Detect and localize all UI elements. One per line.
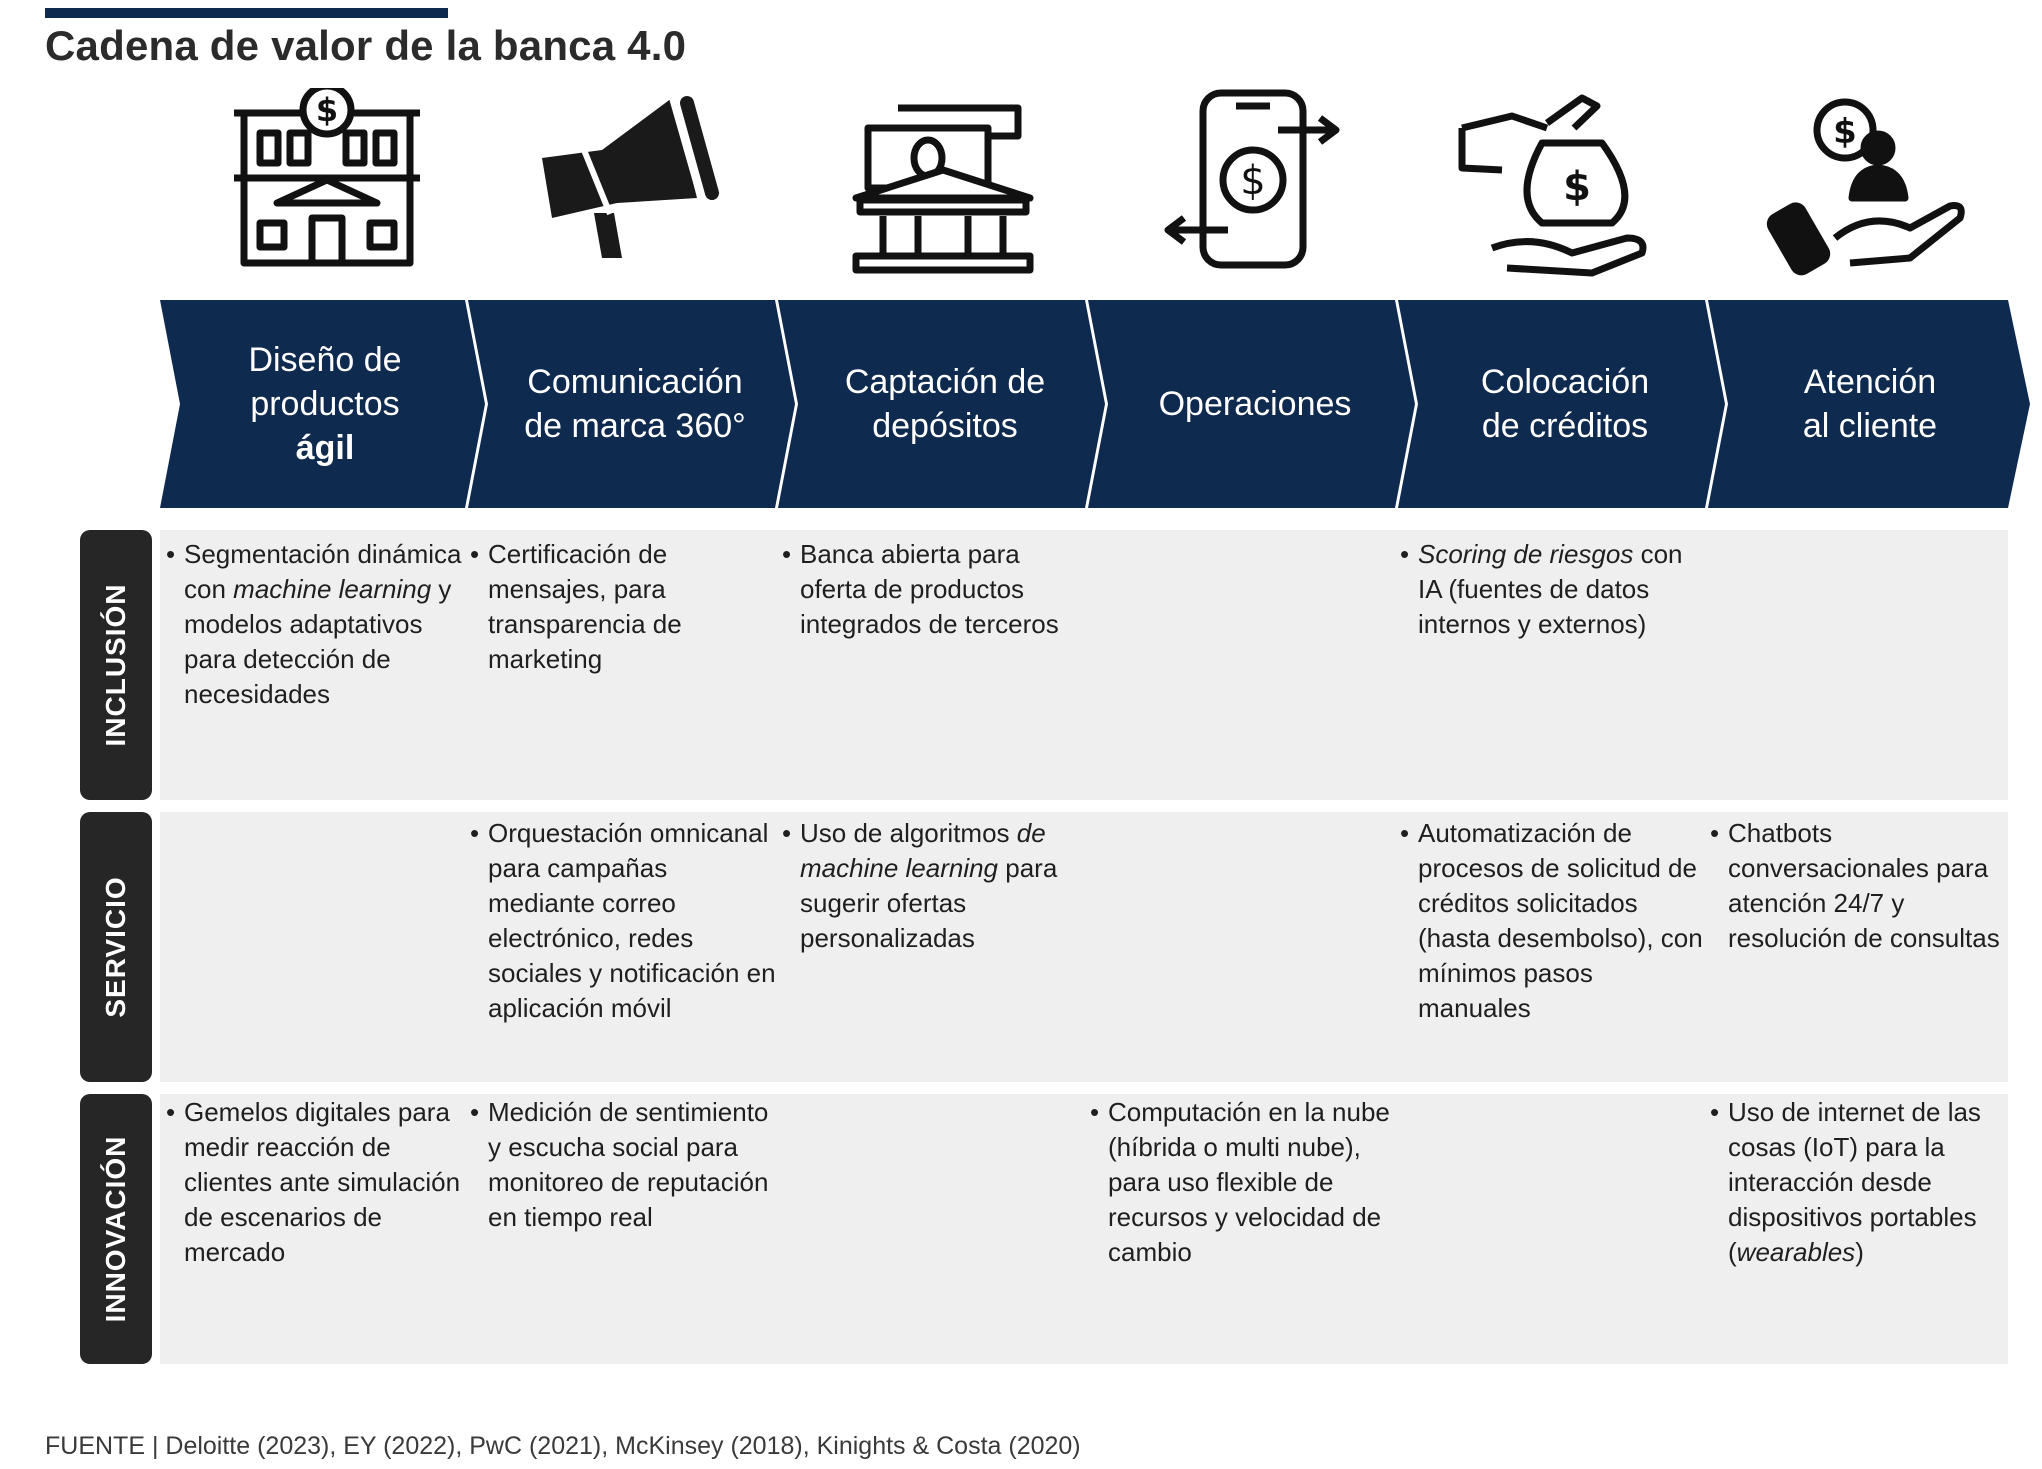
cell-text-italic: wearables xyxy=(1736,1237,1856,1267)
row-label-servicio xyxy=(80,812,152,1082)
cell-inclusion-diseno xyxy=(166,537,466,712)
source-note: FUENTE | Deloitte (2023), EY (2022), PwC (2021), McKinsey (2018), Kinights & Costa (2020) xyxy=(45,1432,1081,1460)
cell-text: Uso de internet de las cosas (IoT) para la interacción desde dispositivos portables ( xyxy=(1728,1097,1981,1267)
svg-text:$: $ xyxy=(315,91,339,129)
stage-line: Atención xyxy=(1803,362,1937,401)
stage-label-colocacion xyxy=(1420,300,1710,508)
stage-label-comunicacion xyxy=(490,300,780,508)
cell-text: Chatbots conversacionales para atención 24/7 y resolución de consultas xyxy=(1728,818,2000,953)
stage-line-emphasis: ágil xyxy=(295,429,355,468)
cell-text-italic: Scoring de riesgos xyxy=(1418,539,1634,569)
stage-label-atencion xyxy=(1730,300,2010,508)
mobile-payment-transfer-icon xyxy=(1148,88,1358,278)
bullet: • xyxy=(166,539,176,569)
bullet: • xyxy=(166,1097,176,1127)
customer-service-hand-icon xyxy=(1760,88,1970,278)
cell-text: Segmentación dinámica con xyxy=(184,539,462,604)
stage-line: depósitos xyxy=(872,407,1018,445)
cell-text: Gemelos digitales para medir reacción de clientes ante simulación de escenarios de mercado xyxy=(184,1097,461,1267)
cell-text: Banca abierta para oferta de productos integrados de terceros xyxy=(800,539,1059,639)
stage-line: al cliente xyxy=(1802,407,1938,445)
cell-innovacion-comunicacion xyxy=(470,1095,778,1235)
stage-label-captacion xyxy=(800,300,1090,508)
cell-servicio-colocacion xyxy=(1400,816,1710,1026)
bullet: • xyxy=(1400,539,1410,569)
stage-label-operaciones xyxy=(1110,300,1400,508)
cell-servicio-captacion xyxy=(782,816,1090,956)
bullet: • xyxy=(1090,1097,1100,1127)
bullet: • xyxy=(470,1097,480,1127)
bullet: • xyxy=(782,818,792,848)
cell-text: con IA (fuentes de datos internos y externos) xyxy=(1418,539,1683,639)
svg-text:$: $ xyxy=(1240,158,1266,204)
row-label-text: INCLUSIÓN xyxy=(100,583,131,747)
title-accent-bar xyxy=(45,8,448,18)
stage-line: Captación de xyxy=(844,362,1046,401)
stage-line: Operaciones xyxy=(1158,384,1352,423)
cell-text: Certificación de mensajes, para transparencia de marketing xyxy=(488,539,682,674)
cell-text: Automatización de procesos de solicitud de créditos solicitados (hasta desembolso), con mínimos pasos manuales xyxy=(1418,818,1703,1023)
cell-text: Medición de sentimiento y escucha social para monitoreo de reputación en tiempo real xyxy=(488,1097,769,1232)
svg-text:$: $ xyxy=(1563,164,1591,210)
stage-line: Colocación xyxy=(1480,362,1650,401)
row-label-innovacion xyxy=(80,1094,152,1364)
cell-text: para sugerir ofertas personalizadas xyxy=(800,853,1058,953)
stage-line: productos xyxy=(250,384,400,423)
bullet: • xyxy=(470,818,480,848)
money-bag-hand-icon xyxy=(1452,88,1662,278)
row-label-inclusion xyxy=(80,530,152,800)
bullet: • xyxy=(1710,1097,1720,1127)
svg-text:$: $ xyxy=(1833,112,1857,152)
cell-text: Uso de algoritmos xyxy=(800,818,1017,848)
cell-text-italic: machine learning xyxy=(233,574,432,604)
stage-line: de marca 360° xyxy=(524,407,746,445)
stage-line: de créditos xyxy=(1481,407,1649,445)
bullet: • xyxy=(1710,818,1720,848)
cell-innovacion-atencion xyxy=(1710,1095,2012,1270)
cell-inclusion-colocacion xyxy=(1400,537,1710,642)
stage-line: Comunicación xyxy=(527,362,743,401)
cell-text: Computación en la nube (híbrida o multi nube), para uso flexible de recursos y velocidad de cambio xyxy=(1108,1097,1390,1267)
cell-innovacion-diseno xyxy=(166,1095,466,1270)
stage-line: Diseño de xyxy=(248,340,402,379)
page-title: Cadena de valor de la banca 4.0 xyxy=(45,22,687,69)
money-deposit-bank-icon xyxy=(838,88,1048,278)
megaphone-icon xyxy=(522,88,732,278)
bullet: • xyxy=(1400,818,1410,848)
cell-text: y modelos adaptativos para detección de necesidades xyxy=(184,574,452,709)
cell-servicio-atencion xyxy=(1710,816,2012,956)
cell-text: ) xyxy=(1855,1237,1864,1267)
bank-building-dollar-icon xyxy=(222,88,432,278)
cell-innovacion-operaciones xyxy=(1090,1095,1400,1270)
bullet: • xyxy=(782,539,792,569)
row-label-text: INNOVACIÓN xyxy=(100,1135,131,1323)
bullet: • xyxy=(470,539,480,569)
cell-text: Orquestación omnicanal para campañas mediante correo electrónico, redes sociales y notificación en aplicación móvil xyxy=(488,818,776,1023)
stage-label-diseno xyxy=(180,300,470,508)
cell-inclusion-captacion xyxy=(782,537,1090,642)
cell-text-italic: de machine learning xyxy=(800,818,1046,883)
cell-servicio-comunicacion xyxy=(470,816,778,1026)
cell-inclusion-comunicacion xyxy=(470,537,778,677)
row-label-text: SERVICIO xyxy=(100,876,131,1018)
